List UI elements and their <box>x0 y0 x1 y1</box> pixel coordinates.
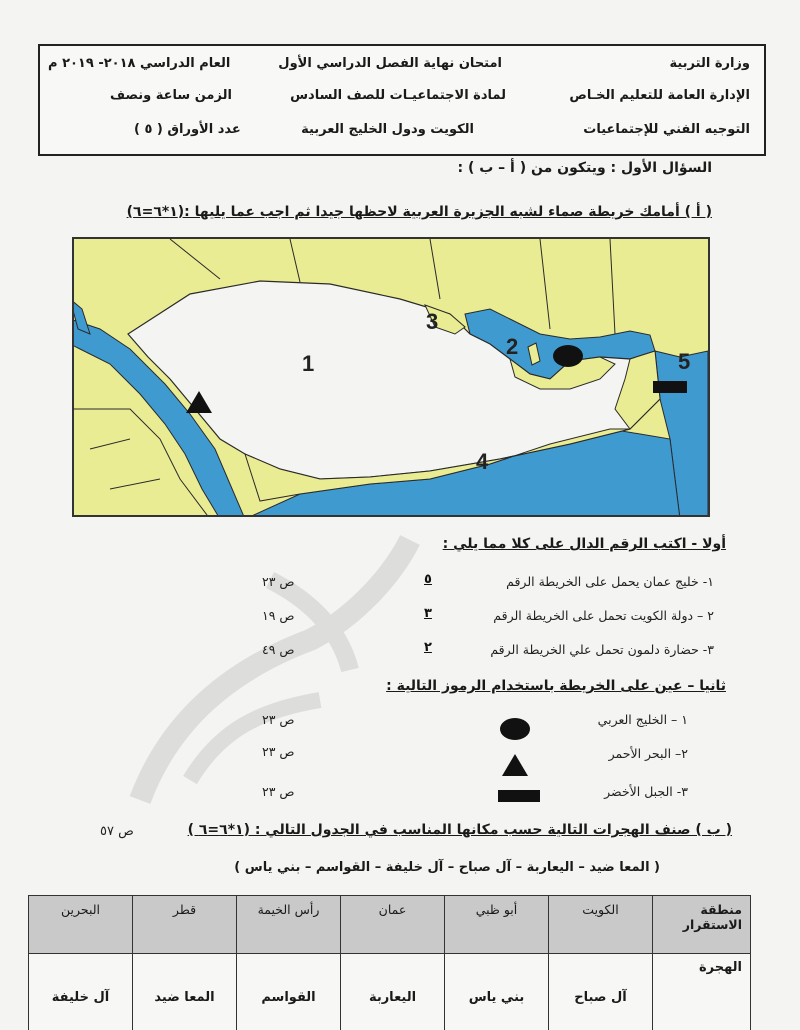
col-header-oman: عمان <box>341 896 445 954</box>
map-symbol-circle <box>553 345 583 367</box>
item-2-text: ٢ – دولة الكويت تحمل على الخريطة الرقم <box>493 608 714 623</box>
admin-name: الإدارة العامة للتعليم الخـاص <box>569 88 750 103</box>
page-count: عدد الأوراق ( ٥ ) <box>134 122 241 137</box>
answer-cell-5[interactable]: المعا ضيد <box>133 954 237 1030</box>
map-label-4: 4 <box>476 449 489 474</box>
migration-table <box>28 895 751 1030</box>
symbol-item-2-ref: ص ٢٣ <box>262 744 295 759</box>
col-header-kuwait: الكويت <box>549 896 653 954</box>
symbol-item-3-ref: ص ٢٣ <box>262 784 295 799</box>
item-3-ref: ص ٤٩ <box>262 642 295 657</box>
col-header-rak: رأس الخيمة <box>237 896 341 954</box>
subject-line: لمادة الاجتماعيـات للصف السادس <box>290 88 506 103</box>
symbol-item-3-text: ٣- الجبل الأخضر <box>604 784 688 799</box>
symbol-item-1-ref: ص ٢٣ <box>262 712 295 727</box>
answer-cell-6[interactable]: آل خليفة <box>29 954 133 1030</box>
map-label-2: 2 <box>506 334 519 359</box>
arabian-peninsula-map <box>72 237 710 517</box>
part-b-title: ( ب ) صنف الهجرات التالية حسب مكانها المناسب في الجدول التالي : (١*٦=٦ ) <box>187 822 732 838</box>
table-answer-row <box>29 954 751 1030</box>
exam-header <box>38 44 766 156</box>
question-one-title: السؤال الأول : ويتكون من ( أ – ب ) : <box>457 160 712 176</box>
col-header-qatar: قطر <box>133 896 237 954</box>
circle-symbol-icon <box>500 718 530 740</box>
map-graphic <box>72 239 708 517</box>
map-symbol-rectangle <box>653 381 687 393</box>
triangle-symbol-icon <box>502 754 528 776</box>
options-line: ( المعا ضيد – اليعاربة – آل صباح – آل خليفة – القواسم – بني ياس ) <box>234 860 660 875</box>
symbol-item-2-text: ٢– البحر الأحمر <box>608 746 688 761</box>
col-header-abudhabi: أبو ظبي <box>445 896 549 954</box>
symbol-item-1-text: ١ – الخليج العربي <box>597 712 688 727</box>
map-label-3: 3 <box>426 309 439 334</box>
watermark-graphic <box>110 520 440 820</box>
section-one-title: أولا - اكتب الرقم الدال على كلا مما يلي : <box>442 536 726 552</box>
answer-cell-3[interactable]: اليعاربة <box>341 954 445 1030</box>
ministry-name: وزارة التربية <box>669 56 750 71</box>
table-header-row <box>29 896 751 954</box>
section-two-title: ثانيا – عين على الخريطة باستخدام الرموز التالية : <box>386 678 726 694</box>
item-3-text: ٣- حضارة دلمون تحمل علي الخريطة الرقم <box>490 642 714 657</box>
item-1-text: ١- خليج عمان يحمل على الخريطة الرقم <box>506 574 714 589</box>
map-symbol-triangle <box>186 391 212 413</box>
item-2-answer: ٣ <box>424 606 432 621</box>
col-header-bahrain: البحرين <box>29 896 133 954</box>
map-label-5: 5 <box>678 349 691 374</box>
map-label-1: 1 <box>302 351 315 376</box>
answer-cell-1[interactable]: آل صباح <box>549 954 653 1030</box>
part-a-title: ( أ ) أمامك خريطة صماء لشبه الجزيرة العربية لاحظها جيدا ثم اجب عما يليها :(١*٦=٦) <box>126 204 712 220</box>
row-header-migration: الهجرة <box>653 954 751 1030</box>
exam-time: الزمن ساعة ونصف <box>110 88 232 103</box>
rectangle-symbol-icon <box>498 790 540 802</box>
item-3-answer: ٢ <box>424 640 432 655</box>
answer-cell-4[interactable]: القواسم <box>237 954 341 1030</box>
item-1-ref: ص ٢٣ <box>262 574 295 589</box>
guidance-name: التوجيه الفني للإجتماعيات <box>583 122 750 137</box>
unit-name: الكويت ودول الخليج العربية <box>301 122 474 137</box>
exam-title: امتحان نهاية الفصل الدراسي الأول <box>278 56 502 71</box>
part-b-ref: ص ٥٧ <box>100 824 134 839</box>
school-year: العام الدراسي ٢٠١٨- ٢٠١٩ م <box>48 56 231 71</box>
row-header-settlement: منطقة الاستقرار <box>653 896 751 954</box>
answer-cell-2[interactable]: بني ياس <box>445 954 549 1030</box>
item-1-answer: ٥ <box>424 572 432 587</box>
item-2-ref: ص ١٩ <box>262 608 295 623</box>
